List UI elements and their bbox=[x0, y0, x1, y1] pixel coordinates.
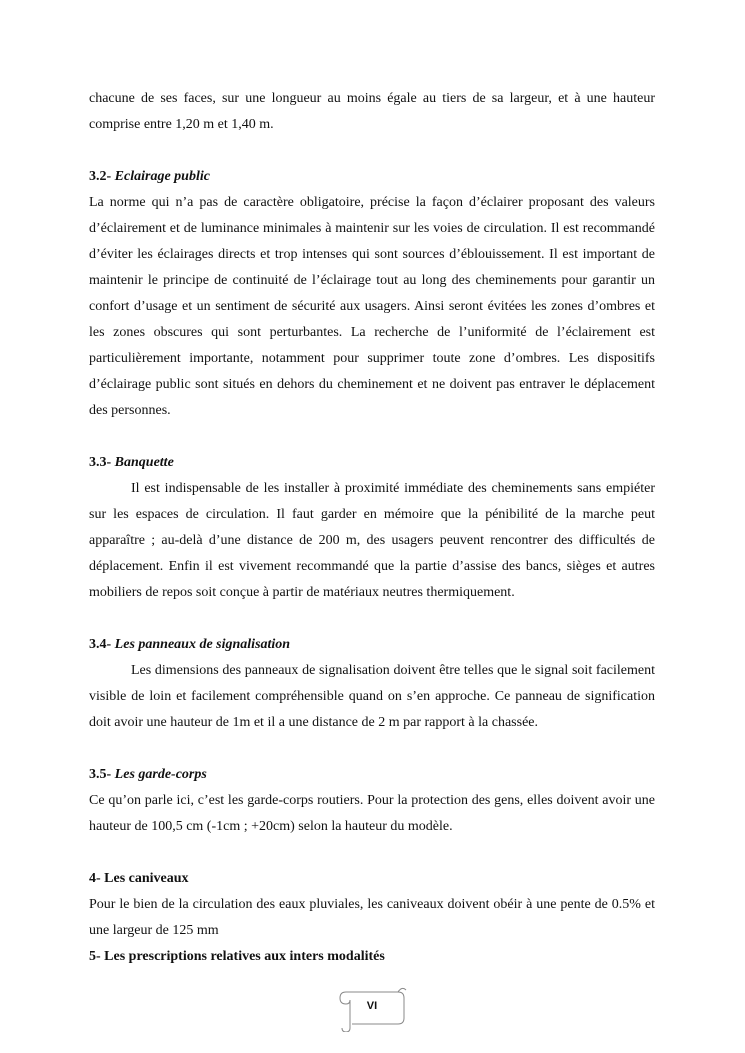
heading-number: 3.4- bbox=[89, 637, 112, 652]
heading-number: 3.3- bbox=[89, 455, 112, 470]
heading-3-5 bbox=[89, 762, 655, 788]
heading-3-4 bbox=[89, 632, 655, 658]
spacer bbox=[89, 840, 655, 866]
paragraph-banquette: Il est indispensable de les installer à proximité immédiate des cheminements sans empiéter sur les espaces de circulation. Il faut garder en mémoire que la pénibilité de la marche peut apparaître ; au-delà d’une distance de 200 m, des usagers peuvent rencontrer des difficultés de déplacement. Enfin il est vivement recommandé que la partie d’assise des bancs, sièges et autres mobiliers de repos soit conçue à partir de matériaux neutres thermiquement. bbox=[89, 481, 655, 600]
heading-5: 5- Les prescriptions relatives aux inters modalités bbox=[89, 949, 385, 964]
heading-number: 3.2- bbox=[89, 169, 112, 184]
spacer bbox=[89, 736, 655, 762]
heading-title: Les garde-corps bbox=[114, 767, 207, 782]
heading-4: 4- Les caniveaux bbox=[89, 871, 189, 886]
heading-title: Eclairage public bbox=[114, 169, 210, 184]
spacer bbox=[89, 138, 655, 164]
paragraph-eclairage: La norme qui n’a pas de caractère obligatoire, précise la façon d’éclairer proposant des valeurs d’éclairement et de luminance minimales à maintenir sur les voies de circulation. Il est recommandé d’éviter les éclairages directs et trop intenses qui sont sources d’éblouissement. Il est important de maintenir le principe de continuité de l’éclairage tout au long des cheminements pour garantir un confort d’usage et un sentiment de sécurité aux usagers. Ainsi seront évitées les zones d’ombres et les zones obscures qui sont perturbantes. La recherche de l’uniformité de l’éclairement est particulièrement importante, notamment pour supprimer toute zone d’ombres. Les dispositifs d’éclairage public sont situés en dehors du cheminement et ne doivent pas entraver le déplacement des personnes. bbox=[89, 195, 655, 418]
page-body bbox=[89, 86, 655, 970]
heading-3-3 bbox=[89, 450, 655, 476]
heading-3-2 bbox=[89, 164, 655, 190]
heading-title: Banquette bbox=[114, 455, 174, 470]
paragraph-caniveaux: Pour le bien de la circulation des eaux pluviales, les caniveaux doivent obéir à une pente de 0.5% et une largeur de 125 mm bbox=[89, 897, 655, 938]
spacer bbox=[89, 424, 655, 450]
heading-number: 3.5- bbox=[89, 767, 112, 782]
paragraph-intro-continuation: chacune de ses faces, sur une longueur au moins égale au tiers de sa largeur, et à une hauteur comprise entre 1,20 m et 1,40 m. bbox=[89, 91, 655, 132]
heading-title: Les panneaux de signalisation bbox=[114, 637, 291, 652]
paragraph-garde-corps: Ce qu’on parle ici, c’est les garde-corps routiers. Pour la protection des gens, elles doivent avoir une hauteur de 100,5 cm (-1cm ; +20cm) selon la hauteur du modèle. bbox=[89, 793, 655, 834]
spacer bbox=[89, 606, 655, 632]
paragraph-panneaux: Les dimensions des panneaux de signalisation doivent être telles que le signal soit facilement visible de loin et facilement compréhensible quand on s’en approche. Ce panneau de signification doit avoir une hauteur de 1m et il a une distance de 2 m par rapport à la chassée. bbox=[89, 663, 655, 730]
page-number: VI bbox=[366, 1000, 378, 1012]
